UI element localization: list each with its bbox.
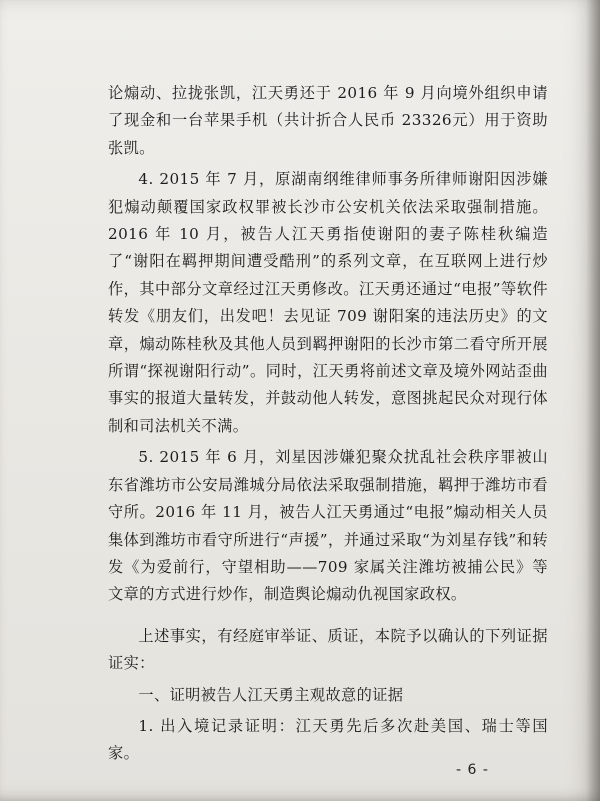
document-body: [108, 80, 548, 768]
paragraph-item-5: 5. 2015 年 6 月，刘星因涉嫌犯聚众扰乱社会秩序罪被山东省潍坊市公安局潍城分局依法采取强制措施，羁押于潍坊市看守所。2016 年 11 月，被告人江天勇通过“电报”煽动相关人员集体到潍坊市看守所进行“声援”，并通过采取“为刘星存钱”和转发《为爱前行，守望相助——709 家属关注潍坊被捕公民》等文章的方式进行炒作，制造舆论煽动仇视国家政权。: [108, 448, 548, 604]
section-heading-evidence: 一、证明被告人江天勇主观故意的证据: [138, 685, 404, 704]
page-number: - 6 -: [456, 762, 489, 778]
paragraph-evidence-1: 1. 出入境记录证明：江天勇先后多次赴美国、瑞士等国家。: [108, 716, 548, 763]
paragraph-item-4: 4. 2015 年 7 月，原湖南纲维律师事务所律师谢阳因涉嫌犯煽动颠覆国家政权罪被长沙市公安机关依法采取强制措施。2016 年 10 月，被告人江天勇指使谢阳的妻子陈桂秋编造了“谢阳在羁押期间遭受酷刑”的系列文章，在互联网上进行炒作，其中部分文章经过江天勇修改。江天勇还通过“电报”等软件转发《朋友们，出发吧！去见证 709 谢阳案的违法历史》的文章，煽动陈桂秋及其他人员到羁押谢阳的长沙市第二看守所开展所谓“探视谢阳行动”。同时，江天勇将前述文章及境外网站歪曲事实的报道大量转发，并鼓动他人转发，意图挑起民众对现行体制和司法机关不满。: [108, 170, 548, 435]
paragraph-summary: 上述事实，有经庭审举证、质证，本院予以确认的下列证据证实：: [108, 626, 548, 673]
paragraph-continuation: 论煽动、拉拢张凯，江天勇还于 2016 年 9 月向境外组织申请了现金和一台苹果手机（共计折合人民币 23326元）用于资助张凯。: [108, 84, 548, 157]
